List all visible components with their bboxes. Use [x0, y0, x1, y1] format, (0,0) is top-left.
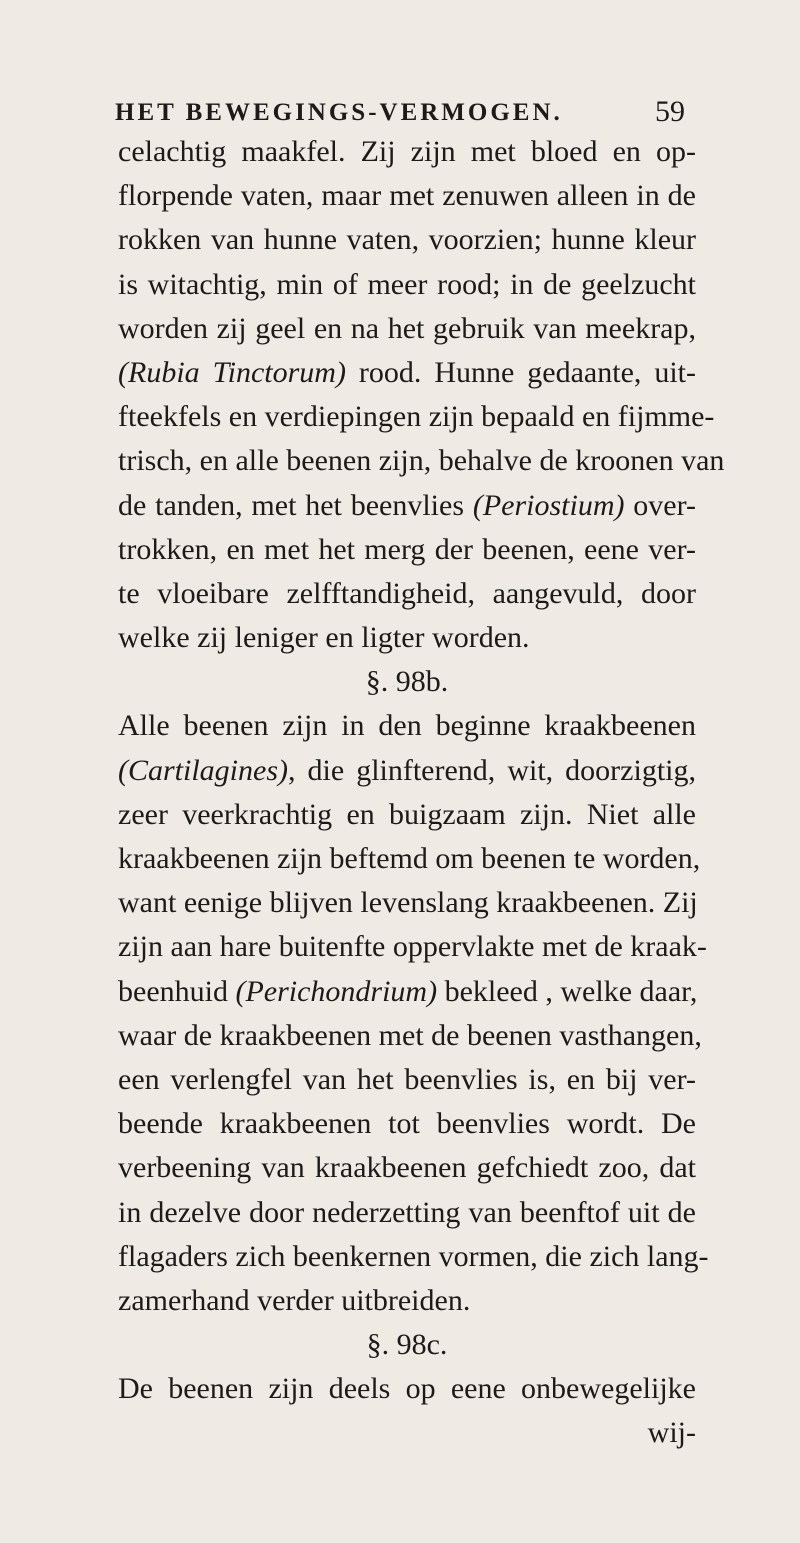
latin-term: (Periostium)	[472, 488, 625, 522]
text-line	[118, 572, 696, 616]
text-line	[118, 218, 696, 262]
text-line	[118, 793, 696, 837]
text-line	[118, 1102, 696, 1146]
line-text: §. 98c.	[366, 1328, 448, 1362]
text-line	[118, 484, 696, 528]
line-text: flagaders zich beenkernen vormen, die zich lang-	[118, 1239, 709, 1273]
line-text: trisch, en alle beenen zijn, behalve de kroonen van	[118, 444, 725, 478]
line-text: fteekfels en verdiepingen zijn bepaald en fijmme-	[118, 400, 715, 434]
body-text	[118, 130, 725, 1456]
text-line	[118, 1367, 696, 1411]
text-line	[118, 616, 696, 660]
section-heading	[118, 660, 696, 704]
line-text: , die glinfterend, wit, doorzigtig,	[288, 753, 696, 787]
running-head-title: HET BEWEGINGS-VERMOGEN.	[115, 99, 563, 126]
latin-term: (Cartilagines)	[118, 753, 288, 787]
line-text: waar de kraakbeenen met de beenen vasthangen,	[118, 1018, 702, 1052]
text-line	[118, 1058, 696, 1102]
text-line	[118, 704, 696, 748]
line-text: in dezelve door nederzetting van beenftof uit de	[118, 1195, 696, 1229]
text-line	[118, 307, 696, 351]
line-text: over-	[624, 488, 696, 522]
text-line	[118, 1014, 702, 1058]
line-text: welke zij leniger en ligter worden.	[118, 621, 530, 655]
line-text: de tanden, met het beenvlies	[118, 488, 473, 522]
latin-term: (Rubia Tinctorum)	[118, 355, 346, 389]
line-text: Alle beenen zijn in den beginne kraakbeenen	[118, 709, 696, 743]
text-line	[118, 1146, 696, 1190]
section-heading	[118, 1323, 696, 1367]
text-line	[118, 174, 696, 218]
catchword	[118, 1411, 696, 1455]
text-line	[118, 925, 707, 969]
line-text: bekleed , welke daar,	[437, 974, 698, 1008]
line-text: want eenige blijven levenslang kraakbeenen. Zij	[118, 886, 698, 920]
line-text: beenhuid	[118, 974, 236, 1008]
text-line	[118, 439, 725, 483]
text-line	[118, 263, 696, 307]
line-text: wij-	[647, 1416, 696, 1450]
text-line	[118, 837, 701, 881]
line-text: rood. Hunne gedaante, uit-	[345, 355, 696, 389]
page-number: 59	[655, 95, 685, 128]
line-text: is witachtig, min of meer rood; in de geelzucht	[118, 267, 696, 301]
line-text: te vloeibare zelfftandigheid, aangevuld, door	[118, 576, 696, 610]
text-line	[118, 1235, 709, 1279]
text-line	[118, 351, 696, 395]
line-text: zijn aan hare buitenfte oppervlakte met de kraak-	[118, 930, 707, 964]
text-line	[118, 395, 715, 439]
text-line	[118, 970, 696, 1014]
line-text: florpende vaten, maar met zenuwen alleen in de	[118, 179, 696, 213]
line-text: een verlengfel van het beenvlies is, en bij ver-	[118, 1062, 696, 1096]
text-line	[118, 1191, 696, 1235]
latin-term: (Perichondrium)	[235, 974, 438, 1008]
line-text: rokken van hunne vaten, voorzien; hunne kleur	[118, 223, 696, 257]
running-head	[115, 95, 685, 131]
text-line	[118, 1279, 696, 1323]
text-line	[118, 130, 696, 174]
line-text: De beenen zijn deels op eene onbewegelijke	[118, 1372, 696, 1406]
text-line	[118, 528, 696, 572]
line-text: celachtig maakfel. Zij zijn met bloed en op-	[118, 135, 696, 168]
line-text: beende kraakbeenen tot beenvlies wordt. De	[118, 1107, 696, 1141]
line-text: trokken, en met het merg der beenen, eene ver-	[118, 532, 696, 566]
text-line	[118, 881, 696, 925]
line-text: zamerhand verder uitbreiden.	[118, 1283, 471, 1317]
line-text: worden zij geel en na het gebruik van meekrap,	[118, 311, 696, 345]
line-text: verbeening van kraakbeenen gefchiedt zoo, dat	[118, 1151, 696, 1185]
line-text: kraakbeenen zijn beftemd om beenen te worden,	[118, 842, 701, 875]
line-text: §. 98b.	[365, 665, 449, 699]
text-line	[118, 749, 696, 793]
line-text: zeer veerkrachtig en buigzaam zijn. Niet alle	[118, 797, 696, 831]
